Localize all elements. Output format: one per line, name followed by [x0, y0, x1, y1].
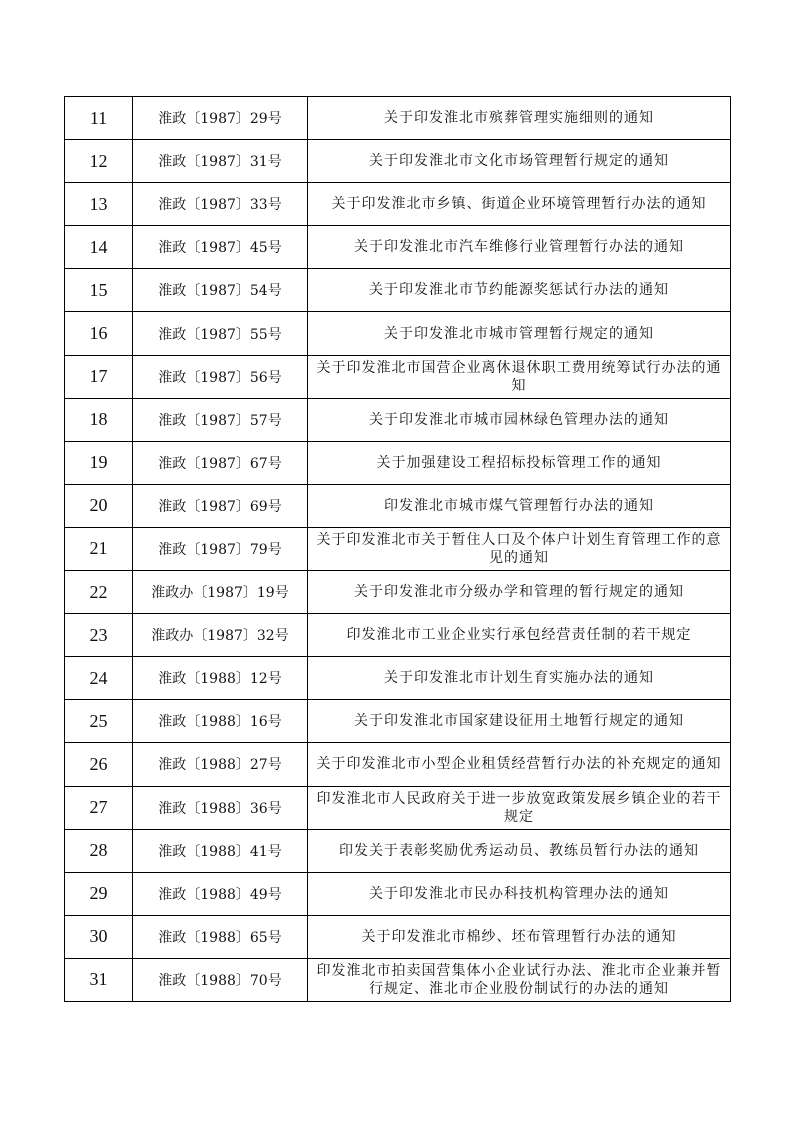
table-row	[65, 614, 731, 657]
document-title: 印发淮北市城市煤气管理暂行办法的通知	[308, 484, 731, 527]
document-number: 淮政〔1987〕45号	[133, 226, 308, 269]
document-number: 淮政〔1988〕41号	[133, 829, 308, 872]
document-number: 淮政〔1987〕33号	[133, 183, 308, 226]
document-title: 印发淮北市工业企业实行承包经营责任制的若干规定	[308, 614, 731, 657]
document-number: 淮政〔1987〕29号	[133, 97, 308, 140]
table-row	[65, 183, 731, 226]
table-row	[65, 484, 731, 527]
row-number: 28	[65, 829, 133, 872]
document-title: 印发关于表彰奖励优秀运动员、教练员暂行办法的通知	[308, 829, 731, 872]
document-title: 关于印发淮北市节约能源奖惩试行办法的通知	[308, 269, 731, 312]
document-number: 淮政〔1987〕57号	[133, 398, 308, 441]
row-number: 31	[65, 958, 133, 1001]
row-number: 11	[65, 97, 133, 140]
table-row	[65, 355, 731, 398]
row-number: 12	[65, 140, 133, 183]
document-title: 关于印发淮北市乡镇、街道企业环境管理暂行办法的通知	[308, 183, 731, 226]
document-title: 关于印发淮北市国营企业离休退休职工费用统筹试行办法的通知	[308, 355, 731, 398]
document-title: 关于印发淮北市汽车维修行业管理暂行办法的通知	[308, 226, 731, 269]
row-number: 22	[65, 571, 133, 614]
document-number: 淮政办〔1987〕32号	[133, 614, 308, 657]
row-number: 14	[65, 226, 133, 269]
row-number: 13	[65, 183, 133, 226]
table-row	[65, 140, 731, 183]
table-row	[65, 786, 731, 829]
document-number: 淮政〔1988〕65号	[133, 915, 308, 958]
document-number: 淮政〔1988〕16号	[133, 700, 308, 743]
row-number: 15	[65, 269, 133, 312]
document-list-table	[64, 96, 731, 1002]
table-row	[65, 312, 731, 355]
document-title: 关于印发淮北市计划生育实施办法的通知	[308, 657, 731, 700]
document-number: 淮政〔1988〕27号	[133, 743, 308, 786]
table-row	[65, 915, 731, 958]
document-number: 淮政〔1987〕56号	[133, 355, 308, 398]
row-number: 25	[65, 700, 133, 743]
document-number: 淮政〔1988〕49号	[133, 872, 308, 915]
row-number: 27	[65, 786, 133, 829]
row-number: 26	[65, 743, 133, 786]
document-title: 关于印发淮北市小型企业租赁经营暂行办法的补充规定的通知	[308, 743, 731, 786]
document-number: 淮政〔1988〕70号	[133, 958, 308, 1001]
table-row	[65, 441, 731, 484]
document-title: 关于印发淮北市殡葬管理实施细则的通知	[308, 97, 731, 140]
row-number: 24	[65, 657, 133, 700]
table-row	[65, 571, 731, 614]
document-title: 关于印发淮北市城市园林绿色管理办法的通知	[308, 398, 731, 441]
row-number: 18	[65, 398, 133, 441]
row-number: 21	[65, 527, 133, 570]
table-row	[65, 398, 731, 441]
document-title: 关于加强建设工程招标投标管理工作的通知	[308, 441, 731, 484]
document-number: 淮政〔1987〕31号	[133, 140, 308, 183]
row-number: 23	[65, 614, 133, 657]
document-number: 淮政〔1987〕79号	[133, 527, 308, 570]
table-row	[65, 700, 731, 743]
document-number: 淮政〔1988〕12号	[133, 657, 308, 700]
document-title: 关于印发淮北市棉纱、坯布管理暂行办法的通知	[308, 915, 731, 958]
table-row	[65, 269, 731, 312]
document-number: 淮政〔1987〕54号	[133, 269, 308, 312]
document-number: 淮政办〔1987〕19号	[133, 571, 308, 614]
document-title: 关于印发淮北市城市管理暂行规定的通知	[308, 312, 731, 355]
row-number: 30	[65, 915, 133, 958]
row-number: 16	[65, 312, 133, 355]
document-number: 淮政〔1988〕36号	[133, 786, 308, 829]
table-row	[65, 527, 731, 570]
document-title: 关于印发淮北市分级办学和管理的暂行规定的通知	[308, 571, 731, 614]
table-row	[65, 226, 731, 269]
document-title: 印发淮北市人民政府关于进一步放宽政策发展乡镇企业的若干规定	[308, 786, 731, 829]
table-row	[65, 872, 731, 915]
document-title: 关于印发淮北市民办科技机构管理办法的通知	[308, 872, 731, 915]
table-row	[65, 657, 731, 700]
table-row	[65, 829, 731, 872]
document-title: 印发淮北市拍卖国营集体小企业试行办法、淮北市企业兼并暂行规定、淮北市企业股份制试行的办法的通知	[308, 958, 731, 1001]
document-title: 关于印发淮北市国家建设征用土地暂行规定的通知	[308, 700, 731, 743]
document-title: 关于印发淮北市关于暂住人口及个体户计划生育管理工作的意见的通知	[308, 527, 731, 570]
table-row	[65, 97, 731, 140]
row-number: 19	[65, 441, 133, 484]
table-row	[65, 958, 731, 1001]
table-row	[65, 743, 731, 786]
table-body	[65, 97, 731, 1002]
row-number: 17	[65, 355, 133, 398]
document-number: 淮政〔1987〕69号	[133, 484, 308, 527]
row-number: 29	[65, 872, 133, 915]
row-number: 20	[65, 484, 133, 527]
document-title: 关于印发淮北市文化市场管理暂行规定的通知	[308, 140, 731, 183]
document-number: 淮政〔1987〕55号	[133, 312, 308, 355]
document-number: 淮政〔1987〕67号	[133, 441, 308, 484]
